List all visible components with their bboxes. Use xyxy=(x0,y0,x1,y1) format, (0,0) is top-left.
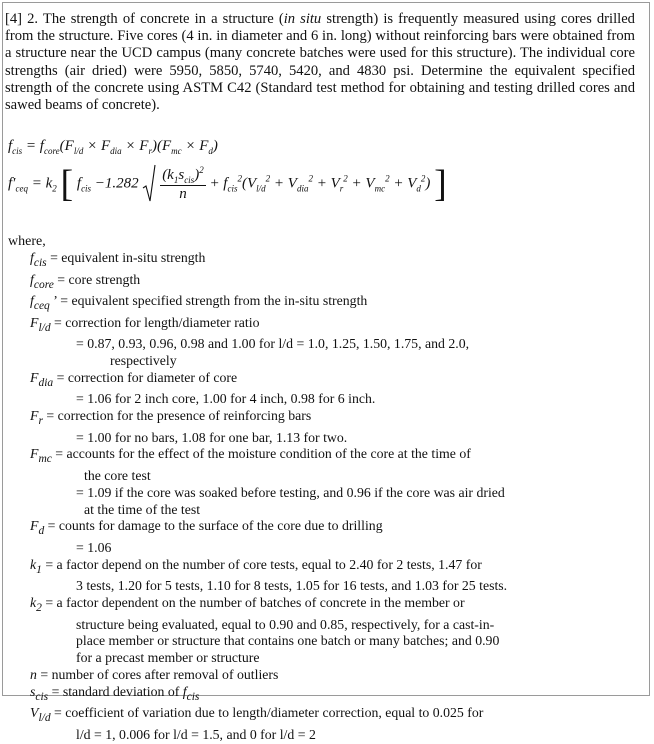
sym-sub: core xyxy=(33,278,54,291)
sym: f xyxy=(30,271,34,287)
sqrt-sign-icon xyxy=(142,164,156,204)
fraction-denominator: n xyxy=(179,186,187,202)
def-fmc xyxy=(30,446,590,468)
def-fmc-text2: the core test xyxy=(84,468,151,484)
tail-sym: f xyxy=(182,683,187,699)
def-fdia xyxy=(30,370,590,392)
def-text: = correction for diameter of core xyxy=(53,369,238,385)
def-fdia-values: = 1.06 for 2 inch core, 1.00 for 4 inch, 0.98 for 6 inch. xyxy=(76,391,376,407)
sym: F xyxy=(30,408,39,424)
f2-plusv3: + V xyxy=(347,175,375,192)
f2-plusv1: + V xyxy=(270,175,297,192)
def-fceq xyxy=(30,293,590,315)
f2-v4: mc xyxy=(374,183,386,194)
f2-sq2: 2 xyxy=(308,173,313,184)
def-text: = a factor dependent on the number of batches of concrete in the member or xyxy=(41,595,465,611)
sym-sub: r xyxy=(38,414,43,427)
f1-x1: × F xyxy=(83,138,111,154)
def-k1-text2: 3 tests, 1.20 for 5 tests, 1.10 for 8 tests, 1.05 for 16 tests, and 1.03 for 25 tests. xyxy=(76,578,508,594)
def-scis xyxy=(30,684,590,706)
def-text: = number of cores after removal of outliers xyxy=(36,667,279,683)
f2-eq: = k xyxy=(27,175,53,192)
left-bracket-glyph: [ xyxy=(60,163,74,205)
f2-lhs: f′ xyxy=(8,175,16,192)
def-text: = equivalent in-situ strength xyxy=(46,250,206,265)
problem-number: [4] 2. xyxy=(5,11,39,27)
f2-paren: (V xyxy=(241,175,257,192)
def-fd-values: = 1.06 xyxy=(76,539,112,555)
def-fd xyxy=(30,518,590,540)
f2-plus-sub: cis xyxy=(227,183,238,194)
num-c: ) xyxy=(194,167,200,183)
def-vld-text2: l/d = 1, 0.006 for l/d = 1.5, and 0 for l/d = 2 xyxy=(76,726,316,742)
sym: V xyxy=(30,705,39,721)
formula-fcis xyxy=(8,138,218,156)
definitions-list xyxy=(30,250,590,744)
fraction xyxy=(160,165,206,203)
def-fmc-values: = 1.09 if the core was soaked before testing, and 0.96 if the core was air dried xyxy=(76,484,505,500)
formula-fceq xyxy=(8,164,447,204)
sym-sub: mc xyxy=(38,453,52,466)
problem-text-a: The strength of concrete in a structure ( xyxy=(42,11,284,27)
def-text: = accounts for the effect of the moisture condition of the core at the time of xyxy=(51,446,471,462)
f1-rhs-sub: core xyxy=(43,146,60,156)
def-fcore xyxy=(30,272,590,294)
num-b: s xyxy=(178,167,185,183)
sym-sub: 1 xyxy=(36,563,42,576)
sym-sub: ceq xyxy=(33,299,50,312)
sym: s xyxy=(30,683,36,699)
def-text: = a factor depend on the number of core tests, equal to 2.40 for 2 tests, 1.47 for xyxy=(41,556,482,572)
f2-plusv4: + V xyxy=(389,175,417,192)
sym-sub: dia xyxy=(38,376,54,389)
num-sub: 1 xyxy=(173,175,179,185)
sym: n xyxy=(30,667,37,683)
f2-sq5: 2 xyxy=(420,173,426,184)
def-text: = standard deviation of xyxy=(48,683,183,699)
f2-v2: dia xyxy=(296,183,309,194)
f1-body-b: )(F xyxy=(151,138,172,154)
f1-sub-d: d xyxy=(208,146,213,156)
f1-sub-dia: dia xyxy=(110,146,122,156)
f1-lhs: f xyxy=(8,138,13,154)
sym: F xyxy=(30,314,39,330)
f1-sub-r: r xyxy=(148,146,152,156)
sym-sub: cis xyxy=(33,256,47,269)
sqrt-group xyxy=(142,164,430,204)
num-a: (k xyxy=(162,167,174,183)
f2-v1: l/d xyxy=(256,183,266,194)
sym: F xyxy=(30,369,39,385)
f2-sq1: 2 xyxy=(265,173,271,184)
sym-sub: d xyxy=(38,525,45,538)
f2-v3: r xyxy=(339,183,344,194)
f1-sub-ld: l/d xyxy=(73,146,84,156)
num-sup: 2 xyxy=(199,165,204,175)
f2-coef: −1.282 xyxy=(91,175,139,192)
def-n xyxy=(30,667,590,684)
sym-sub: 2 xyxy=(36,601,42,614)
f2-plus: + f xyxy=(209,175,228,192)
f2-plusv2: + V xyxy=(312,175,340,192)
f1-lhs-sub: cis xyxy=(12,146,23,156)
f2-close: ) xyxy=(425,175,431,192)
sym: f xyxy=(30,293,34,309)
def-k1 xyxy=(30,557,590,579)
def-k2 xyxy=(30,595,590,617)
def-text: = core strength xyxy=(53,271,141,287)
def-fld xyxy=(30,315,590,337)
f2-v5: d xyxy=(416,183,421,194)
f2-mid-sub: cis xyxy=(81,183,92,194)
f1-x3: × F xyxy=(181,138,209,154)
sym-sub: l/d xyxy=(38,712,51,725)
f2-mid: f xyxy=(76,175,82,192)
def-text: ’ = equivalent specified strength from the in-situ strength xyxy=(49,293,368,309)
def-text: = coefficient of variation due to length/diameter correction, equal to 0.025 for xyxy=(50,705,484,721)
f2-k-sub: 2 xyxy=(52,183,57,194)
def-text: = counts for damage to the surface of the core due to drilling xyxy=(44,518,383,534)
f2-sq4: 2 xyxy=(385,173,390,184)
f1-sub-mc: mc xyxy=(171,146,182,156)
where-label: where, xyxy=(8,234,46,249)
def-k2-text3: place member or structure that contains one batch or many batches; and 0.90 xyxy=(76,633,500,649)
tail-sub: cis xyxy=(186,690,200,703)
def-text: = correction for the presence of reinforcing bars xyxy=(42,408,312,424)
sym-sub: l/d xyxy=(38,321,51,334)
problem-statement xyxy=(5,11,635,114)
def-fmc-values2: at the time of the test xyxy=(84,501,201,517)
sym: F xyxy=(30,518,39,534)
def-k2-text2: structure being evaluated, equal to 0.90 and 0.85, respectively, for a cast-in- xyxy=(76,616,495,632)
fraction-numerator xyxy=(160,165,206,186)
sym: F xyxy=(30,446,39,462)
num-sub2: cis xyxy=(184,175,195,185)
def-fld-values2: respectively xyxy=(110,352,177,368)
sym: f xyxy=(30,250,34,265)
problem-text-b: strength) is frequently measured using cores drilled from the structure. Five cores (4 in. in diameter and 6 in. long) without reinforcing bars were obtained from a structure near the UCD campus (many concrete batches were used for this structure). The individual core strengths (air dried) were 5950, 5850, 5740, 5420, and 4830 psi. Determine the equivalent specified strength of the concrete using ASTM C42 (Standard test method for obtaining and testing drilled cores and sawed beams of concrete). xyxy=(5,11,635,114)
def-text: = correction for length/diameter ratio xyxy=(50,314,260,330)
right-bracket-glyph: ] xyxy=(434,163,447,205)
sym: k xyxy=(30,595,37,611)
def-vld xyxy=(30,705,590,727)
f1-rhs: = f xyxy=(25,138,44,154)
def-fld-values: = 0.87, 0.93, 0.96, 0.98 and 1.00 for l/d = 1.0, 1.25, 1.50, 1.75, and 2.0, xyxy=(76,336,470,352)
f2-plus-sup: 2 xyxy=(237,173,242,184)
f1-body-a: (F xyxy=(59,138,74,154)
def-k2-text4: for a precast member or structure xyxy=(76,650,260,666)
f2-lhs-sub: ceq xyxy=(15,183,28,194)
def-fr xyxy=(30,408,590,430)
f1-end: ) xyxy=(212,138,218,154)
def-fcis xyxy=(30,250,590,272)
f2-sq3: 2 xyxy=(343,173,348,184)
f1-x2: × F xyxy=(121,138,149,154)
sym-sub: cis xyxy=(35,690,49,703)
sym: k xyxy=(30,556,37,572)
problem-text-italic: in situ xyxy=(283,11,322,27)
def-fr-values: = 1.00 for no bars, 1.08 for one bar, 1.13 for two. xyxy=(76,429,348,445)
